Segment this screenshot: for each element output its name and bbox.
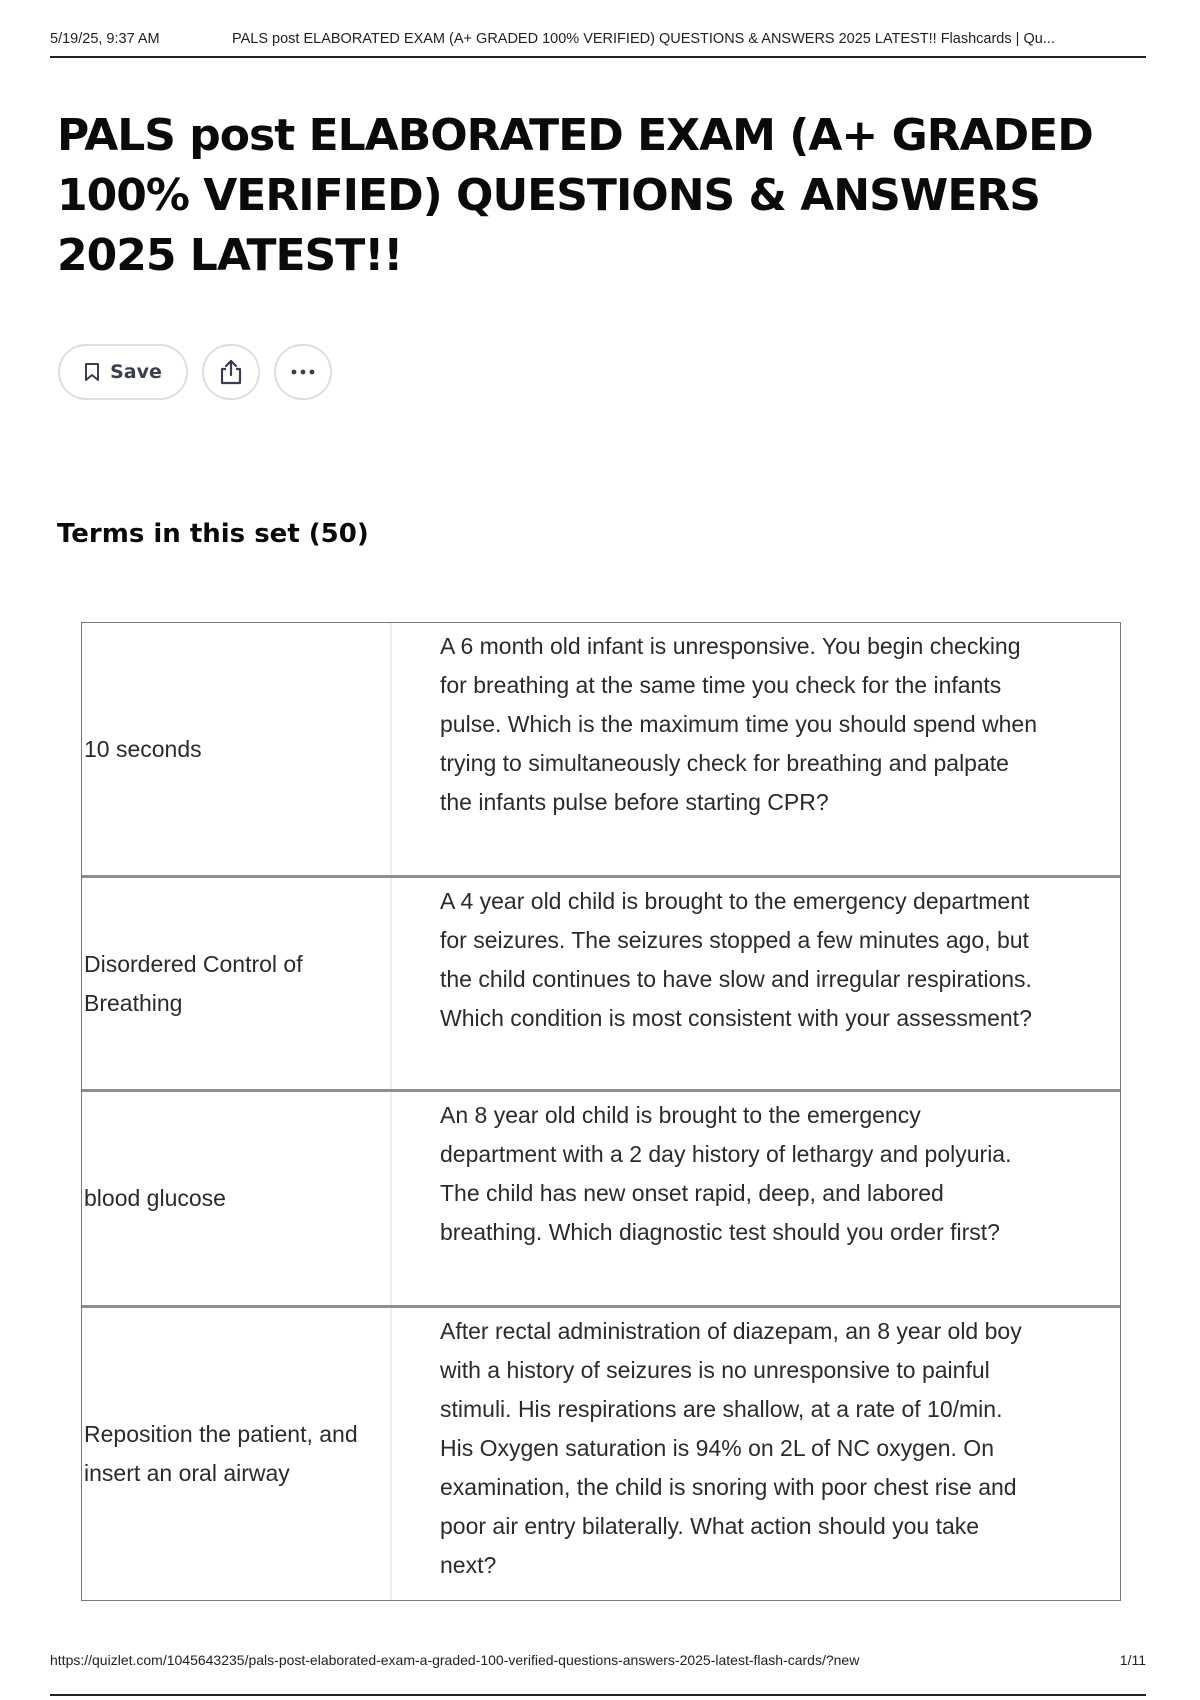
flashcard-definition: An 8 year old child is brought to the emergency department with a 2 day history of lethargy and polyuria. The child has new onset rapid, deep, and labored breathing. Which diagnostic test should you order first? xyxy=(440,1102,1012,1245)
flashcard-term: blood glucose xyxy=(82,1092,392,1305)
print-date: 5/19/25, 9:37 AM xyxy=(50,31,160,47)
page-number: 1/11 xyxy=(1119,1652,1146,1668)
print-url: https://quizlet.com/1045643235/pals-post-elaborated-exam-a-graded-100-verified-questions-answers-2025-latest-flash-cards/?new xyxy=(50,1652,860,1668)
flashcard-term: Disordered Control of Breathing xyxy=(82,878,392,1089)
flashcard-row xyxy=(82,1092,1120,1308)
print-header xyxy=(50,28,1146,58)
flashcard-row xyxy=(82,1308,1120,1600)
footer-divider xyxy=(50,1694,1146,1696)
page-title: PALS post ELABORATED EXAM (A+ GRADED 100% VERIFIED) QUESTIONS & ANSWERS 2025 LATEST!! xyxy=(57,110,1093,281)
terms-heading: Terms in this set (50) xyxy=(57,519,369,549)
flashcard-definition: A 4 year old child is brought to the emergency department for seizures. The seizures stopped a few minutes ago, but the child continues to have slow and irregular respirations. Which condition is most consistent with your assessment? xyxy=(440,888,1032,1031)
save-button[interactable] xyxy=(58,344,188,400)
more-icon xyxy=(290,368,316,376)
flashcard-definition: After rectal administration of diazepam, an 8 year old boy with a history of seizures is no unresponsive to painful stimuli. His respirations are shallow, at a rate of 10/min. His Oxygen saturation is 94% on 2L of NC oxygen. On examination, the child is snoring with poor chest rise and poor air entry bilaterally. What action should you take next? xyxy=(440,1318,1022,1578)
more-options-button[interactable] xyxy=(274,344,332,400)
flashcard-term: 10 seconds xyxy=(82,623,392,875)
flashcard-row xyxy=(82,878,1120,1092)
share-icon xyxy=(218,358,244,386)
flashcard-list xyxy=(81,622,1121,1601)
print-document-title: PALS post ELABORATED EXAM (A+ GRADED 100% VERIFIED) QUESTIONS & ANSWERS 2025 LATEST!! Flashcards | Qu... xyxy=(232,31,1055,47)
flashcard-definition: A 6 month old infant is unresponsive. You begin checking for breathing at the same time you check for the infants pulse. Which is the maximum time you should spend when trying to simultaneously check for breathing and palpate the infants pulse before starting CPR? xyxy=(440,633,1038,815)
bookmark-icon xyxy=(84,362,100,382)
save-button-label: Save xyxy=(110,361,162,383)
flashcard-term: Reposition the patient, and insert an oral airway xyxy=(82,1308,392,1600)
share-button[interactable] xyxy=(202,344,260,400)
flashcard-row xyxy=(82,623,1120,878)
